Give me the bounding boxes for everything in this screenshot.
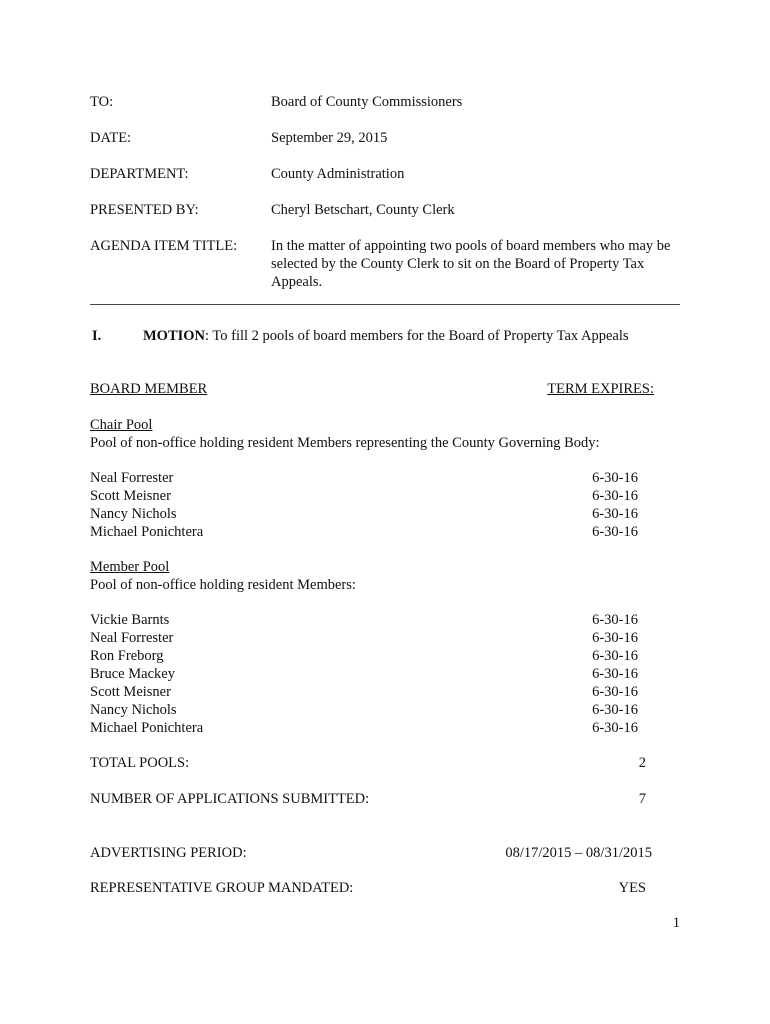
chair-pool-description: Pool of non-office holding resident Members representing the County Governing Body: <box>90 435 600 451</box>
member-name: Nancy Nichols <box>90 702 177 718</box>
member-pool-description: Pool of non-office holding resident Members: <box>90 577 356 593</box>
member-term: 6-30-16 <box>592 524 638 540</box>
total-pools-label: TOTAL POOLS: <box>90 755 190 771</box>
list-item <box>90 629 638 647</box>
presented-by-value: Cheryl Betschart, County Clerk <box>271 202 455 218</box>
member-term: 6-30-16 <box>592 470 638 486</box>
advertising-period-label: ADVERTISING PERIOD: <box>90 845 247 861</box>
applications-label: NUMBER OF APPLICATIONS SUBMITTED: <box>90 791 370 807</box>
member-name: Vickie Barnts <box>90 612 170 628</box>
member-term: 6-30-16 <box>592 488 638 504</box>
chair-pool-list <box>90 469 638 541</box>
member-name: Neal Forrester <box>90 630 174 646</box>
presented-by-label: PRESENTED BY: <box>90 202 199 218</box>
member-term: 6-30-16 <box>592 666 638 682</box>
page-number: 1 <box>672 915 680 931</box>
applications-value: 7 <box>638 791 646 807</box>
member-pool-list <box>90 611 638 737</box>
list-item <box>90 487 638 505</box>
list-item <box>90 523 638 541</box>
member-term: 6-30-16 <box>592 684 638 700</box>
representative-group-value: YES <box>618 880 646 896</box>
motion-line <box>143 327 629 345</box>
member-pool-title: Member Pool <box>90 559 170 575</box>
member-term: 6-30-16 <box>592 648 638 664</box>
list-item <box>90 611 638 629</box>
department-label: DEPARTMENT: <box>90 166 189 182</box>
list-item <box>90 719 638 737</box>
list-item <box>90 469 638 487</box>
department-value: County Administration <box>271 166 405 182</box>
member-name: Scott Meisner <box>90 684 171 700</box>
member-name: Nancy Nichols <box>90 506 177 522</box>
list-item <box>90 665 638 683</box>
member-term: 6-30-16 <box>592 506 638 522</box>
member-term: 6-30-16 <box>592 702 638 718</box>
date-value: September 29, 2015 <box>271 130 388 146</box>
list-item <box>90 701 638 719</box>
member-name: Michael Ponichtera <box>90 720 204 736</box>
total-pools-value: 2 <box>638 755 646 771</box>
motion-heading: MOTION <box>143 328 206 344</box>
list-item <box>90 647 638 665</box>
member-name: Michael Ponichtera <box>90 524 204 540</box>
member-name: Ron Freborg <box>90 648 164 664</box>
term-expires-header: TERM EXPIRES: <box>547 381 654 397</box>
member-name: Bruce Mackey <box>90 666 175 682</box>
motion-numeral: I. <box>92 328 102 344</box>
agenda-item-title: In the matter of appointing two pools of board members who may be selected by the County Clerk to sit on the Board of Property Tax Appeals. <box>271 238 671 290</box>
divider-line <box>90 304 680 305</box>
member-term: 6-30-16 <box>592 630 638 646</box>
member-name: Neal Forrester <box>90 470 174 486</box>
board-member-header: BOARD MEMBER <box>90 381 208 397</box>
chair-pool-title: Chair Pool <box>90 417 153 433</box>
advertising-period-value: 08/17/2015 – 08/31/2015 <box>505 845 652 861</box>
member-term: 6-30-16 <box>592 720 638 736</box>
list-item <box>90 505 638 523</box>
date-label: DATE: <box>90 130 132 146</box>
agenda-item-label: AGENDA ITEM TITLE: <box>90 238 238 254</box>
list-item <box>90 683 638 701</box>
representative-group-label: REPRESENTATIVE GROUP MANDATED: <box>90 880 354 896</box>
member-term: 6-30-16 <box>592 612 638 628</box>
member-name: Scott Meisner <box>90 488 171 504</box>
motion-text: : To fill 2 pools of board members for the Board of Property Tax Appeals <box>205 328 629 344</box>
to-value: Board of County Commissioners <box>271 94 463 110</box>
to-label: TO: <box>90 94 114 110</box>
